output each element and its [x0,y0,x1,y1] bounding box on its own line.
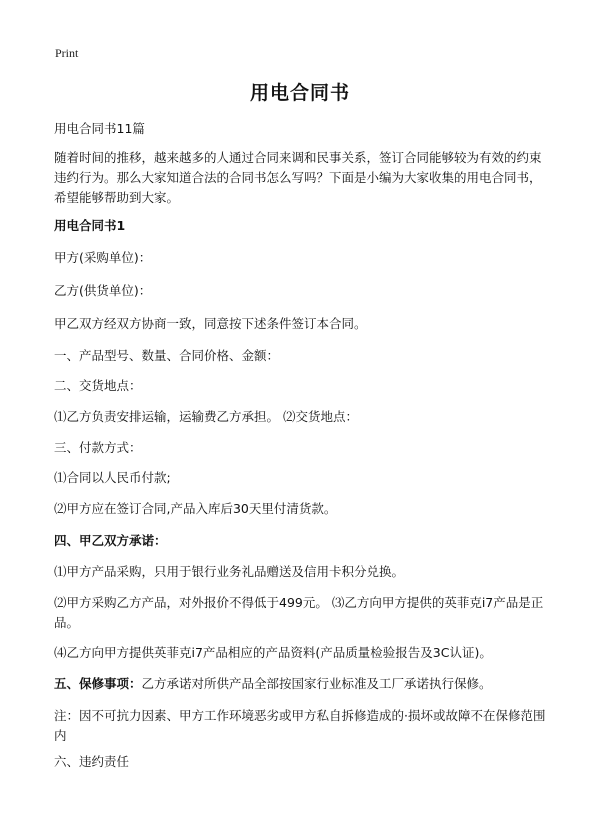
clause-4-detail-3: ⑷乙方向甲方提供英菲克i7产品相应的产品资料(产品质量检验报告及3C认证)。 [54,645,492,660]
clause-5-label: 五、保修事项： [54,676,142,691]
clause-3-detail-1: ⑴合同以人民币付款; [54,470,171,485]
party-b-line: 乙方(供货单位)： [54,283,152,298]
clause-4-heading: 四、甲乙双方承诺： [54,533,167,548]
page-title: 用电合同书 [249,82,350,104]
clause-3-detail-2: ⑵甲方应在签订合同,产品入库后30天里付清货款。 [54,501,337,516]
intro-paragraph: 随着时间的推移，越来越多的人通过合同来调和民事关系，签订合同能够较为有效的约束违约行为。那么大家知道合法的合同书怎么写吗？下面是小编为大家收集的用电合同书，希望能够帮助到大家。 [54,150,542,205]
clause-1-heading: 一、产品型号、数量、合同价格、金额： [54,348,280,363]
party-a-line: 甲方(采购单位)： [54,250,152,265]
warranty-note: 注：因不可抗力因素、甲方工作环境恶劣或甲方私自拆修造成的·损坏或故障不在保修范围内 [54,708,546,743]
clause-4-detail-1: ⑴甲方产品采购，只用于银行业务礼品赠送及信用卡积分兑换。 [54,564,405,579]
clause-5-line [54,674,552,694]
clause-5-text: 乙方承诺对所供产品全部按国家行业标准及工厂承诺执行保修。 [141,676,492,691]
clause-3-heading: 三、付款方式： [54,440,142,455]
clause-2-heading: 二、交货地点： [54,378,142,393]
print-link[interactable]: Print [55,46,79,60]
clause-2-detail: ⑴乙方负责安排运输，运输费乙方承担。 ⑵交货地点： [54,409,358,424]
clause-4-detail-2: ⑵甲方采购乙方产品，对外报价不得低于499元。 ⑶乙方向甲方提供的英菲克i7产品是正品。 [54,595,544,630]
section-heading: 用电合同书1 [54,218,126,233]
document-subtitle: 用电合同书11篇 [54,121,145,136]
agreement-line: 甲乙双方经双方协商一致，同意按下述条件签订本合同。 [54,316,367,331]
clause-6-heading: 六、违约责任 [54,754,130,769]
